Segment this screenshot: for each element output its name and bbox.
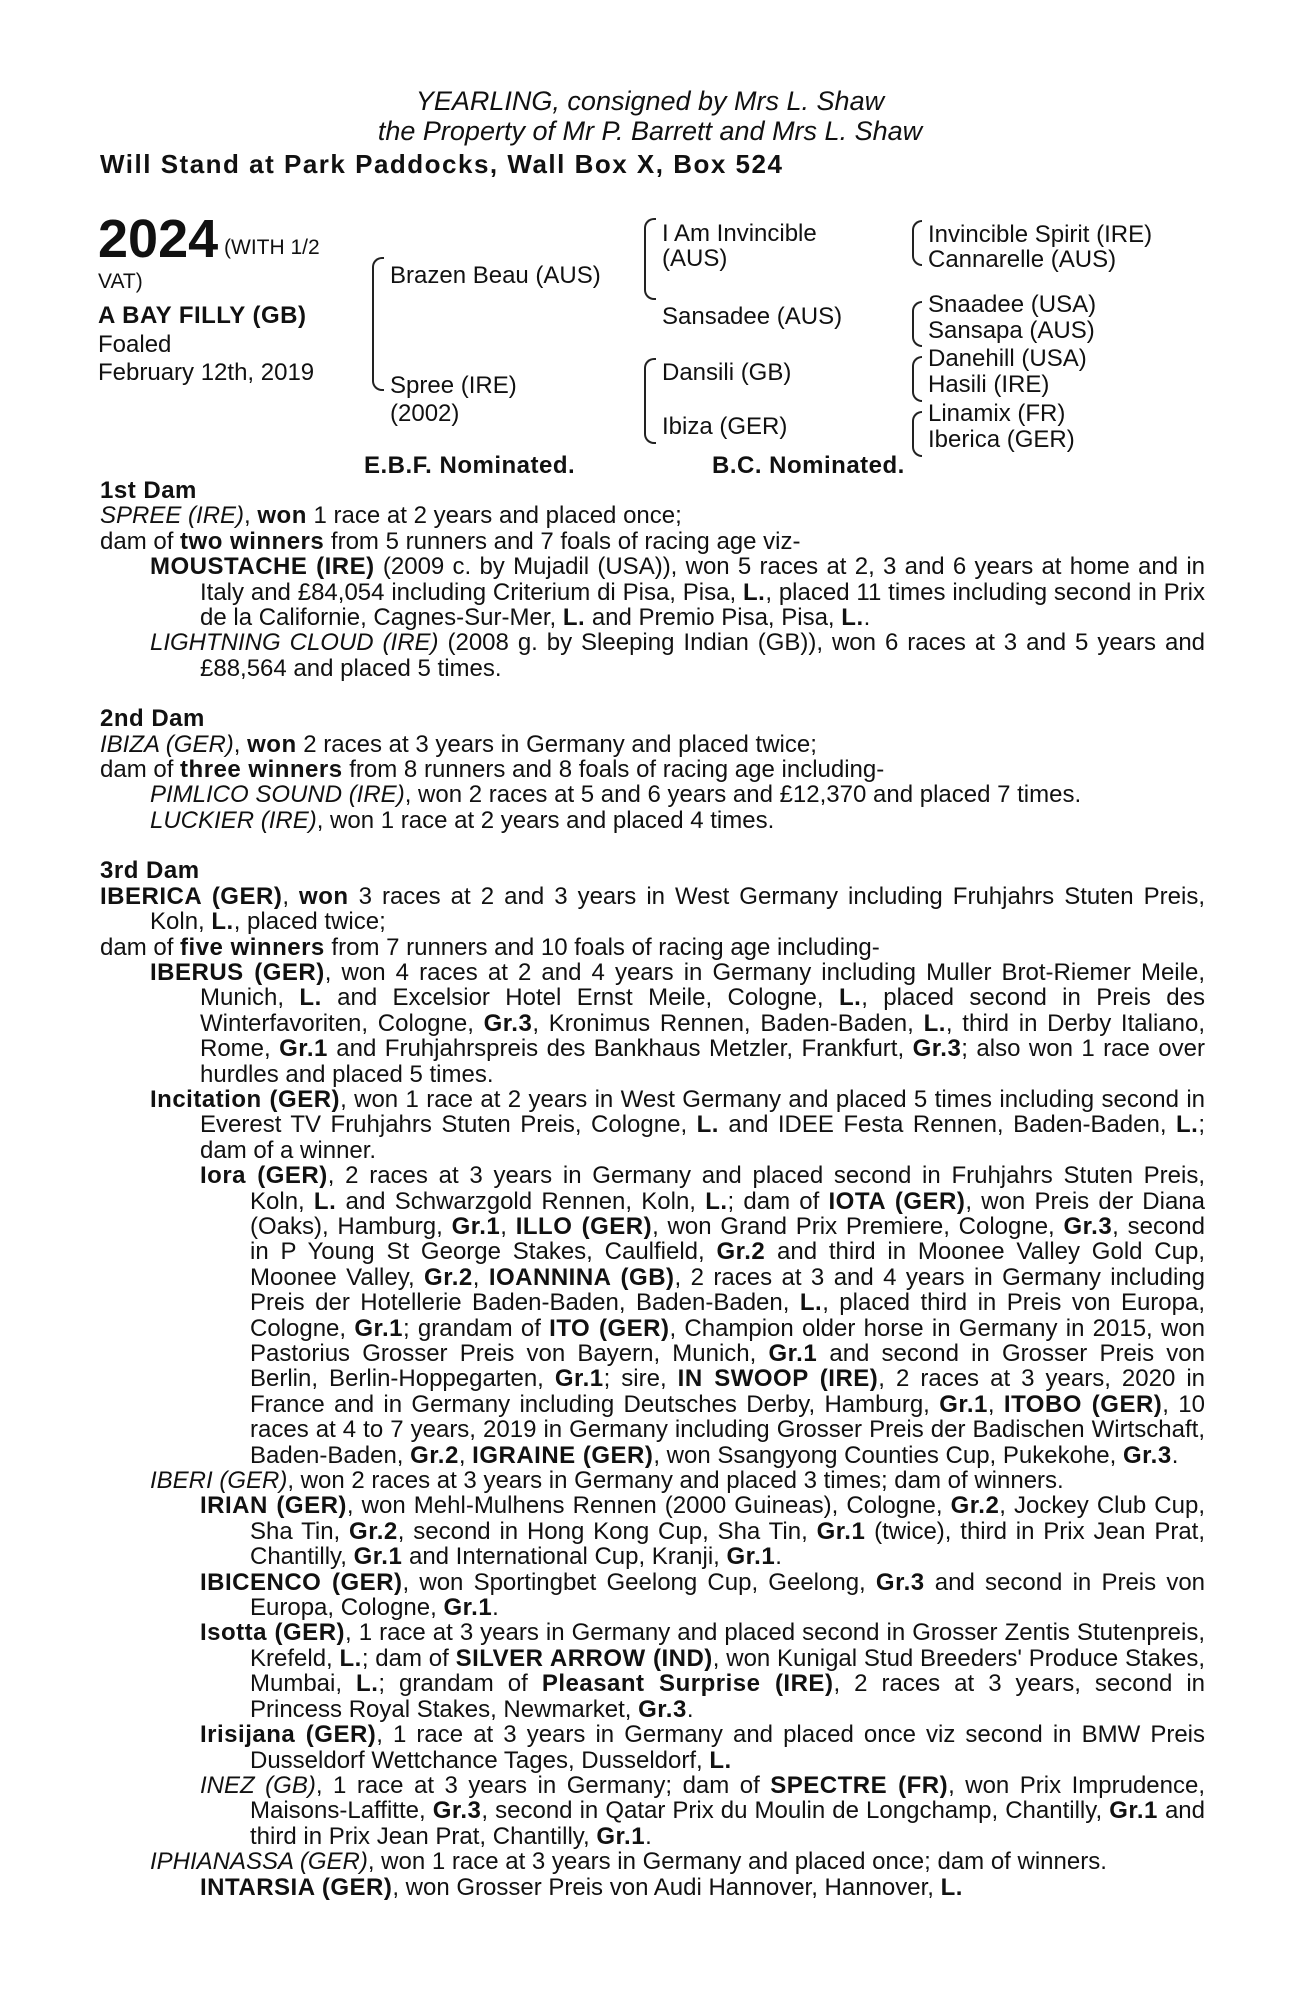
pedigree-brace-sire: [644, 218, 656, 300]
third-dam-line: IBERICA (GER), won 3 races at 2 and 3 years in West Germany including Fruhjahrs Stuten Preis, Koln, L., placed twice;: [100, 882, 1205, 936]
pedigree-brace-ss: [912, 220, 922, 266]
pedigree-sdd: Sansapa (AUS): [928, 317, 1095, 344]
produce-incitation: Incitation (GER), won 1 race at 2 years in West Germany and placed 5 times including second in Everest TV Fruhjahrs Stuten Preis, Cologne, L. and IDEE Festa Rennen, Baden-Baden, L.; dam of a winner.: [150, 1085, 1206, 1164]
pedigree-ssd: Cannarelle (AUS): [928, 246, 1117, 273]
produce-iberi: IBERI (GER), won 2 races at 3 years in Germany and placed 3 times; dam of winners.: [150, 1467, 1064, 1495]
second-dam-heading: 2nd Dam: [100, 705, 205, 733]
pedigree-dss: Danehill (USA): [928, 345, 1087, 372]
vat-note-b: VAT): [98, 270, 143, 293]
produce-ibicenco: IBICENCO (GER), won Sportingbet Geelong Cup, Geelong, Gr.3 and second in Preis von Europa, Cologne, Gr.1.: [200, 1568, 1206, 1622]
header-property: the Property of Mr P. Barrett and Mrs L. Shaw: [377, 116, 923, 146]
pedigree-ddd: Iberica (GER): [928, 426, 1075, 453]
pedigree-sss: Invincible Spirit (IRE): [928, 221, 1153, 248]
pedigree-dd: Ibiza (GER): [662, 413, 788, 440]
pedigree-sd: Sansadee (AUS): [662, 303, 843, 330]
pedigree-sds: Snaadee (USA): [928, 291, 1097, 318]
produce-iphianassa: IPHIANASSA (GER), won 1 race at 3 years in Germany and placed once; dam of winners.: [150, 1848, 1107, 1876]
produce-luckier: LUCKIER (IRE), won 1 race at 2 years and placed 4 times.: [150, 806, 775, 834]
foaled-label: Foaled: [98, 331, 172, 358]
dam-sections: [100, 478, 1205, 1900]
produce-intarsia: INTARSIA (GER), won Grosser Preis von Audi Hannover, Hannover, L.: [200, 1873, 963, 1901]
produce-iora: Iora (GER), 2 races at 3 years in Germany and placed second in Fruhjahrs Stuten Preis, Koln, L. and Schwarzgold Rennen, Koln, L.; dam of IOTA (GER), won Preis der Diana (Oaks), Hamburg, Gr.1, ILLO (GER), won Grand Prix Premiere, Cologne, Gr.3, second in P Young St George Stakes, Caulfield, Gr.2 and third in Moonee Valley Gold Cup, Moonee Valley, Gr.2, IOANNINA (GB), 2 races at 3 and 4 years in Germany including Preis der Hotellerie Baden-Baden, Baden-Baden, L., placed third in Preis von Europa, Cologne, Gr.1; grandam of ITO (GER), Champion older horse in Germany in 2015, won Pastorius Grosser Preis von Bayern, Munich, Gr.1 and second in Grosser Preis von Berlin, Berlin-Hoppegarten, Gr.1; sire, IN SWOOP (IRE), 2 races at 3 years, 2020 in France and in Germany including Deutsches Derby, Hamburg, Gr.1, ITOBO (GER), 10 races at 4 to 7 years, 2019 in Germany including Grosser Preis der Badischen Wirtschaft, Baden-Baden, Gr.2, IGRAINE (GER), won Ssangyong Counties Cup, Pukekohe, Gr.3.: [200, 1162, 1206, 1469]
second-dam-line: IBIZA (GER), won 2 races at 3 years in Germany and placed twice;: [100, 730, 817, 758]
lot-number: 2024: [98, 209, 219, 269]
pedigree-sire: Brazen Beau (AUS): [390, 262, 601, 289]
pedigree-brace-dam: [644, 358, 656, 444]
third-dam-produce-summary: dam of five winners from 7 runners and 10 foals of racing age including-: [100, 933, 880, 961]
pedigree-ss: I Am Invincible: [662, 220, 817, 247]
produce-moustache: MOUSTACHE (IRE) (2009 c. by Mujadil (USA)), won 5 races at 2, 3 and 6 years at home and in Italy and £84,054 including Criterium di Pisa, Pisa, L., placed 11 times including second in Prix de la Californie, Cagnes-Sur-Mer, L. and Premio Pisa, Pisa, L..: [150, 553, 1205, 632]
bc-nominated: B.C. Nominated.: [712, 452, 905, 479]
header-stand: Will Stand at Park Paddocks, Wall Box X, Box 524: [100, 149, 784, 179]
lot-title: A BAY FILLY (GB): [98, 302, 307, 329]
produce-isotta: Isotta (GER), 1 race at 3 years in Germany and placed second in Grosser Zentis Stutenpreis, Krefeld, L.; dam of SILVER ARROW (IND), won Kunigal Stud Breeders' Produce Stakes, Mumbai, L.; grandam of Pleasant Surprise (IRE), 2 races at 3 years, second in Princess Royal Stakes, Newmarket, Gr.3.: [200, 1619, 1206, 1723]
produce-irian: IRIAN (GER), won Mehl-Mulhens Rennen (2000 Guineas), Cologne, Gr.2, Jockey Club Cup, Sha Tin, Gr.2, second in Hong Kong Cup, Sha Tin, Gr.1 (twice), third in Prix Jean Prat, Chantilly, Gr.1 and International Cup, Kranji, Gr.1.: [200, 1492, 1206, 1571]
first-dam-produce-summary: dam of two winners from 5 runners and 7 foals of racing age viz-: [100, 527, 801, 555]
pedigree-dam-year: (2002): [390, 400, 460, 427]
foaled-date: February 12th, 2019: [98, 359, 315, 386]
second-dam-produce-summary: dam of three winners from 8 runners and 8 foals of racing age including-: [100, 756, 885, 784]
pedigree-ds: Dansili (GB): [662, 359, 792, 386]
produce-pimlico-sound: PIMLICO SOUND (IRE), won 2 races at 5 and 6 years and £12,370 and placed 7 times.: [150, 781, 1082, 809]
pedigree-ss-country: (AUS): [662, 245, 728, 272]
produce-irisijana: Irisijana (GER), 1 race at 3 years in Germany and placed once viz second in BMW Preis Dusseldorf Wettchance Tages, Dusseldorf, L.: [200, 1721, 1205, 1774]
pedigree-dsd: Hasili (IRE): [928, 371, 1050, 398]
pedigree-dam: Spree (IRE): [390, 372, 517, 399]
first-dam-line: SPREE (IRE), won 1 race at 2 years and placed once;: [100, 502, 682, 530]
pedigree-brace-dd: [912, 411, 922, 457]
produce-inez: INEZ (GB), 1 race at 3 years in Germany; dam of SPECTRE (FR), won Prix Imprudence, Maisons-Laffitte, Gr.3, second in Qatar Prix du Moulin de Longchamp, Chantilly, Gr.1 and third in Prix Jean Prat, Chantilly, Gr.1.: [200, 1771, 1206, 1850]
produce-lightning-cloud: LIGHTNING CLOUD (IRE) (2008 g. by Sleeping Indian (GB)), won 6 races at 3 and 5 years and £88,564 and placed 5 times.: [150, 629, 1206, 682]
vat-note-a: (WITH 1/2: [224, 236, 320, 259]
pedigree-dds: Linamix (FR): [928, 400, 1066, 427]
ebf-nominated: E.B.F. Nominated.: [364, 452, 576, 479]
third-dam-heading: 3rd Dam: [100, 857, 200, 885]
pedigree-brace-ds: [912, 356, 922, 402]
produce-iberus: IBERUS (GER), won 4 races at 2 and 4 years in Germany including Muller Brot-Riemer Meile, Munich, L. and Excelsior Hotel Ernst Meile, Cologne, L., placed second in Preis des Winterfavoriten, Cologne, Gr.3, Kronimus Rennen, Baden-Baden, L., third in Derby Italiano, Rome, Gr.1 and Fruhjahrspreis des Bankhaus Metzler, Frankfurt, Gr.3; also won 1 race over hurdles and placed 5 times.: [150, 958, 1205, 1088]
pedigree-brace-sd: [912, 301, 922, 347]
first-dam-heading: 1st Dam: [100, 477, 197, 504]
header-consignor: YEARLING, consigned by Mrs L. Shaw: [415, 86, 885, 116]
pedigree-brace-main: [372, 257, 384, 391]
